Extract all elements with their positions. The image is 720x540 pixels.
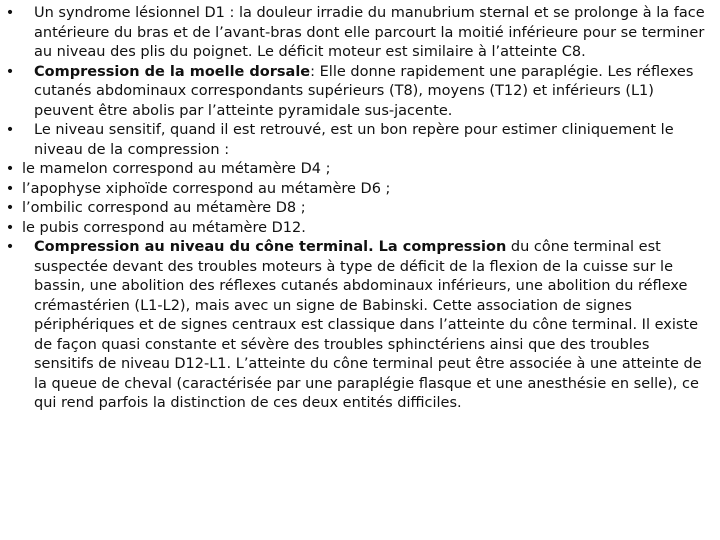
list-item-syndrome-d1	[4, 4, 706, 63]
item-text: le pubis correspond au métamère D12.	[22, 219, 306, 236]
bullet-icon: •	[5, 5, 15, 21]
item-heading: Compression au niveau du cône terminal. La compression	[34, 239, 507, 255]
bullet-icon: •	[5, 219, 15, 236]
list-item-xiphoide	[4, 180, 706, 200]
bullet-icon: •	[5, 180, 15, 197]
item-text: le mamelon correspond au métamère D4 ;	[22, 161, 331, 177]
bullet-icon: •	[5, 239, 15, 255]
item-heading: Compression de la moelle dorsale	[34, 63, 311, 80]
list-item-cone-terminal	[4, 238, 706, 414]
bullet-icon: •	[5, 63, 15, 80]
item-text: Le niveau sensitif, quand il est retrouvé, est un bon repère pour estimer cliniquement le niveau de la compression :	[34, 122, 674, 158]
bullet-list	[4, 4, 706, 414]
list-item-niveau-sensitif	[4, 121, 706, 160]
list-item-ombilic	[4, 199, 706, 219]
item-text: : Elle donne rapidement une paraplégie. Les réflexes cutanés abdominaux correspondants supérieurs (T8), moyens (T12) et inférieurs (L1) peuvent être abolis par l’atteinte pyramidale sus-jacente.	[34, 63, 694, 119]
item-text: du cône terminal est suspectée devant des troubles moteurs à type de déficit de la flexion de la cuisse sur le bassin, une abolition des réflexes cutanés abdominaux inférieurs, une abolition du réflexe crémastérien (L1-L2), mais avec un signe de Babinski. Cette association de signes périphériques et de signes centraux est classique dans l’atteinte du cône terminal. Il existe de façon quasi constante et sévère des troubles sphinctériens ainsi que des troubles sensitifs de niveau D12-L1. L’atteinte du cône terminal peut être associée à une atteinte de la queue de cheval (caractérisée par une paraplégie flasque et une anesthésie en selle), ce qui rend parfois la distinction de ces deux entités difficiles.	[34, 239, 702, 411]
bullet-icon: •	[5, 122, 15, 138]
list-item-moelle-dorsale	[4, 63, 706, 122]
item-text: Un syndrome lésionnel D1 : la douleur irradie du manubrium sternal et se prolonge à la face antérieure du bras et de l’avant-bras dont elle parcourt la moitié inférieure pour se terminer au niveau des plis du poignet. Le déficit moteur est similaire à l’atteinte C8.	[34, 5, 705, 60]
list-item-pubis	[4, 219, 706, 239]
bullet-icon: •	[5, 200, 15, 216]
bullet-icon: •	[5, 161, 15, 177]
list-item-mamelon	[4, 160, 706, 180]
item-text: l’apophyse xiphoïde correspond au métamère D6 ;	[22, 180, 391, 197]
item-text: l’ombilic correspond au métamère D8 ;	[22, 200, 306, 216]
